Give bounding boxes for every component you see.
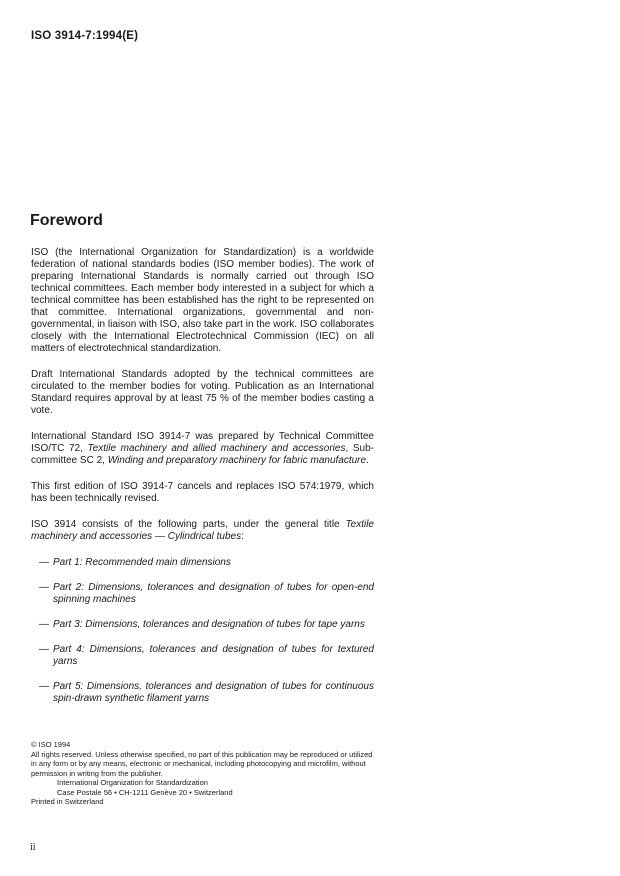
part-title: Part 5: Dimensions, tolerances and designation of tubes for continuous spin-drawn synthetic filament yarns	[53, 681, 374, 704]
tc-title: Textile machinery and allied machinery and accessories	[87, 443, 346, 454]
paragraph-prepared-by	[31, 431, 374, 467]
part-title: Part 3: Dimensions, tolerances and designation of tubes for tape yarns	[53, 619, 365, 630]
list-item	[31, 644, 374, 668]
document-id-header: ISO 3914-7:1994(E)	[31, 30, 139, 42]
dash-bullet: —	[39, 582, 49, 593]
part-title: Part 1: Recommended main dimensions	[53, 557, 231, 568]
list-item	[31, 681, 374, 705]
series-colon: :	[241, 531, 244, 542]
foreword-body	[31, 247, 374, 718]
organization-address: Case Postale 56 • CH-1211 Genève 20 • Switzerland	[57, 787, 233, 797]
list-item	[31, 582, 374, 606]
paragraph-series	[31, 519, 374, 543]
sc-title: Winding and preparatory machinery for fabric manufacture	[107, 455, 367, 466]
series-general-title: Textile machinery and accessories — Cylindrical tubes	[31, 519, 374, 542]
page-title: Foreword	[30, 212, 103, 229]
list-item	[31, 619, 374, 631]
paragraph-iso-intro: ISO (the International Organization for Standardization) is a worldwide federation of national standards bodies (ISO member bodies). The work of preparing International Standards is normally carried out through ISO technical committees. Each member body interested in a subject for which a technical committee has been established has the right to be represented on that committee. International organizations, governmental and non-governmental, in liaison with ISO, also take part in the work. ISO collaborates closely with the International Electrotechnical Commission (IEC) on all matters of electrotechnical standardization.	[31, 247, 374, 354]
dash-bullet: —	[39, 681, 49, 692]
copyright-notice: © ISO 1994	[31, 740, 71, 749]
part-title: Part 4: Dimensions, tolerances and designation of tubes for textured yarns	[53, 644, 374, 667]
dash-bullet: —	[39, 619, 49, 630]
parts-list	[31, 557, 374, 705]
paragraph-edition: This first edition of ISO 3914-7 cancels and replaces ISO 574:1979, which has been technically revised.	[31, 481, 374, 504]
dash-bullet: —	[39, 557, 49, 568]
organization-name: International Organization for Standardization	[57, 778, 208, 787]
rights-statement: All rights reserved. Unless otherwise specified, no part of this publication may be reproduced or utilized in any form or by any means, electronic or mechanical, including photocopying and microfilm, without permission in writing from the publisher.	[31, 749, 373, 778]
part-title: Part 2: Dimensions, tolerances and designation of tubes for open-end spinning machines	[53, 582, 374, 605]
printed-in: Printed in Switzerland	[31, 797, 104, 806]
prepared-text-1: International Standard ISO 3914-7 was prepared by Technical Committee ISO/TC 72,	[31, 431, 374, 454]
list-item	[31, 557, 374, 569]
copyright-block	[31, 740, 376, 807]
dash-bullet: —	[39, 644, 49, 655]
paragraph-draft-standards: Draft International Standards adopted by the technical committees are circulated to the member bodies for voting. Publication as an International Standard requires approval by at least 75 % of the member bodies casting a vote.	[31, 369, 374, 416]
prepared-text-3: .	[366, 455, 369, 466]
page-number: ii	[30, 842, 36, 853]
series-intro: ISO 3914 consists of the following parts, under the general title	[31, 519, 346, 530]
prepared-text-2: , Sub-committee SC 2,	[31, 443, 374, 466]
